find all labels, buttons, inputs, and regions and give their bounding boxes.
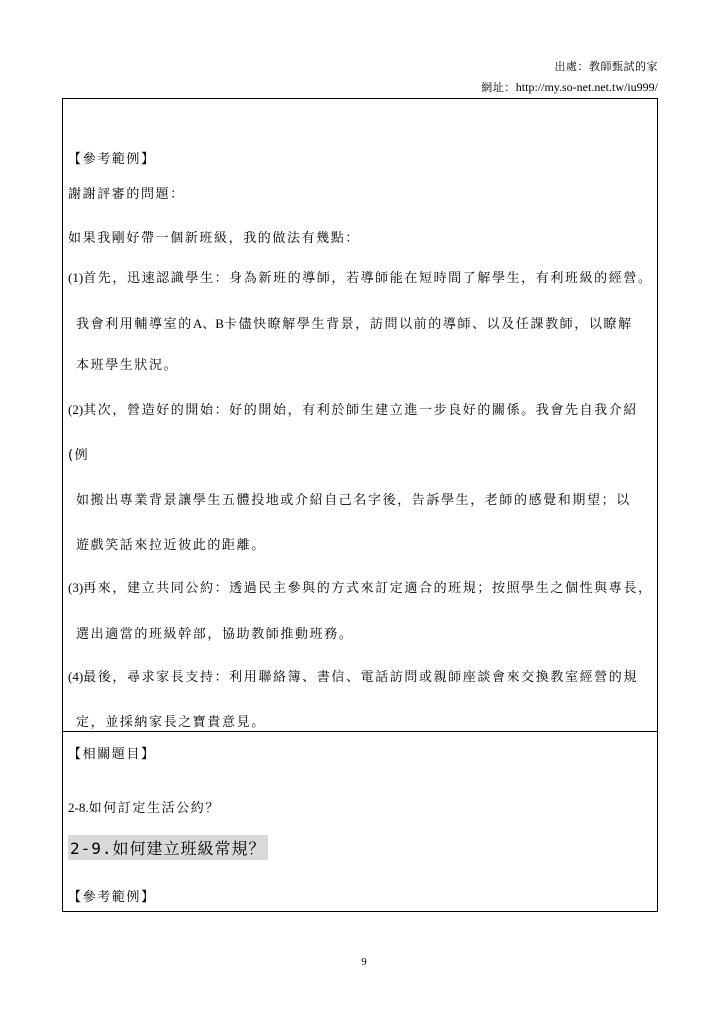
point-1-line-3: 本班學生狀況。 [76,358,179,373]
point-2-line-1 [68,399,638,418]
point-2-text: 其次，營造好的開始：好的開始，有利於師生建立進一步良好的關係。我會先自我介紹 [83,403,638,418]
related-question-1 [68,797,220,816]
related-question-2-highlighted: 2-9.如何建立班級常規？ [68,835,268,860]
website-line [481,79,658,95]
intro-text: 如果我剛好帶一個新班級，我的做法有幾點： [68,231,361,246]
example-heading: 【參考範例】 [68,152,156,167]
point-4-text: 最後，尋求家長支持：利用聯絡簿、書信、電話訪問或親師座談會來交換教室經營的規 [83,670,638,685]
example-heading-2: 【參考範例】 [68,890,156,905]
greeting-text: 謝謝評審的問題： [68,187,185,202]
point-3-text: 再來，建立共同公約：透過民主參與的方式來訂定適合的班規；按照學生之個性與專長， [83,581,653,596]
point-2-line-3: 如搬出專業背景讓學生五體投地或介紹自己名字後，告訴學生，老師的感覺和期望；以 [76,493,631,508]
website-label: 網址： [481,81,516,94]
point-3-line-2: 選出適當的班級幹部，協助教師推動班務。 [76,627,354,642]
question-1-number: 2-8. [68,800,89,815]
point-2-line-4: 遊戲笑話來拉近彼此的距離。 [76,538,266,553]
point-1-card-letters: A、B [192,316,224,331]
point-4-line-1 [68,666,638,685]
point-1-text: 首先，迅速認識學生：身為新班的導師，若導師能在短時間了解學生，有利班級的經營。 [83,271,653,286]
point-2-line-2: (例 [68,448,90,463]
section-divider [62,731,658,732]
point-3-number: (3) [68,580,84,595]
point-1-text-a: 我會利用輔導室的 [76,317,193,332]
point-4-line-2: 定，並採納家長之寶貴意見。 [76,715,266,730]
point-1-line-2 [76,313,633,332]
point-3-line-1 [68,577,653,596]
point-1-line-1 [68,267,653,286]
point-4-number: (4) [68,669,84,684]
point-2-number: (2) [68,402,84,417]
point-1-number: (1) [68,270,84,285]
question-1-text: 如何訂定生活公約？ [88,801,220,816]
related-heading: 【相關題目】 [68,747,156,762]
website-url[interactable]: http://my.so-net.net.tw/iu999/ [515,80,658,94]
point-1-text-b: 卡儘快瞭解學生背景，訪問以前的導師、以及任課教師，以瞭解 [223,317,633,332]
source-label: 出處：教師甄試的家 [554,60,658,73]
page-number: 9 [361,956,367,968]
